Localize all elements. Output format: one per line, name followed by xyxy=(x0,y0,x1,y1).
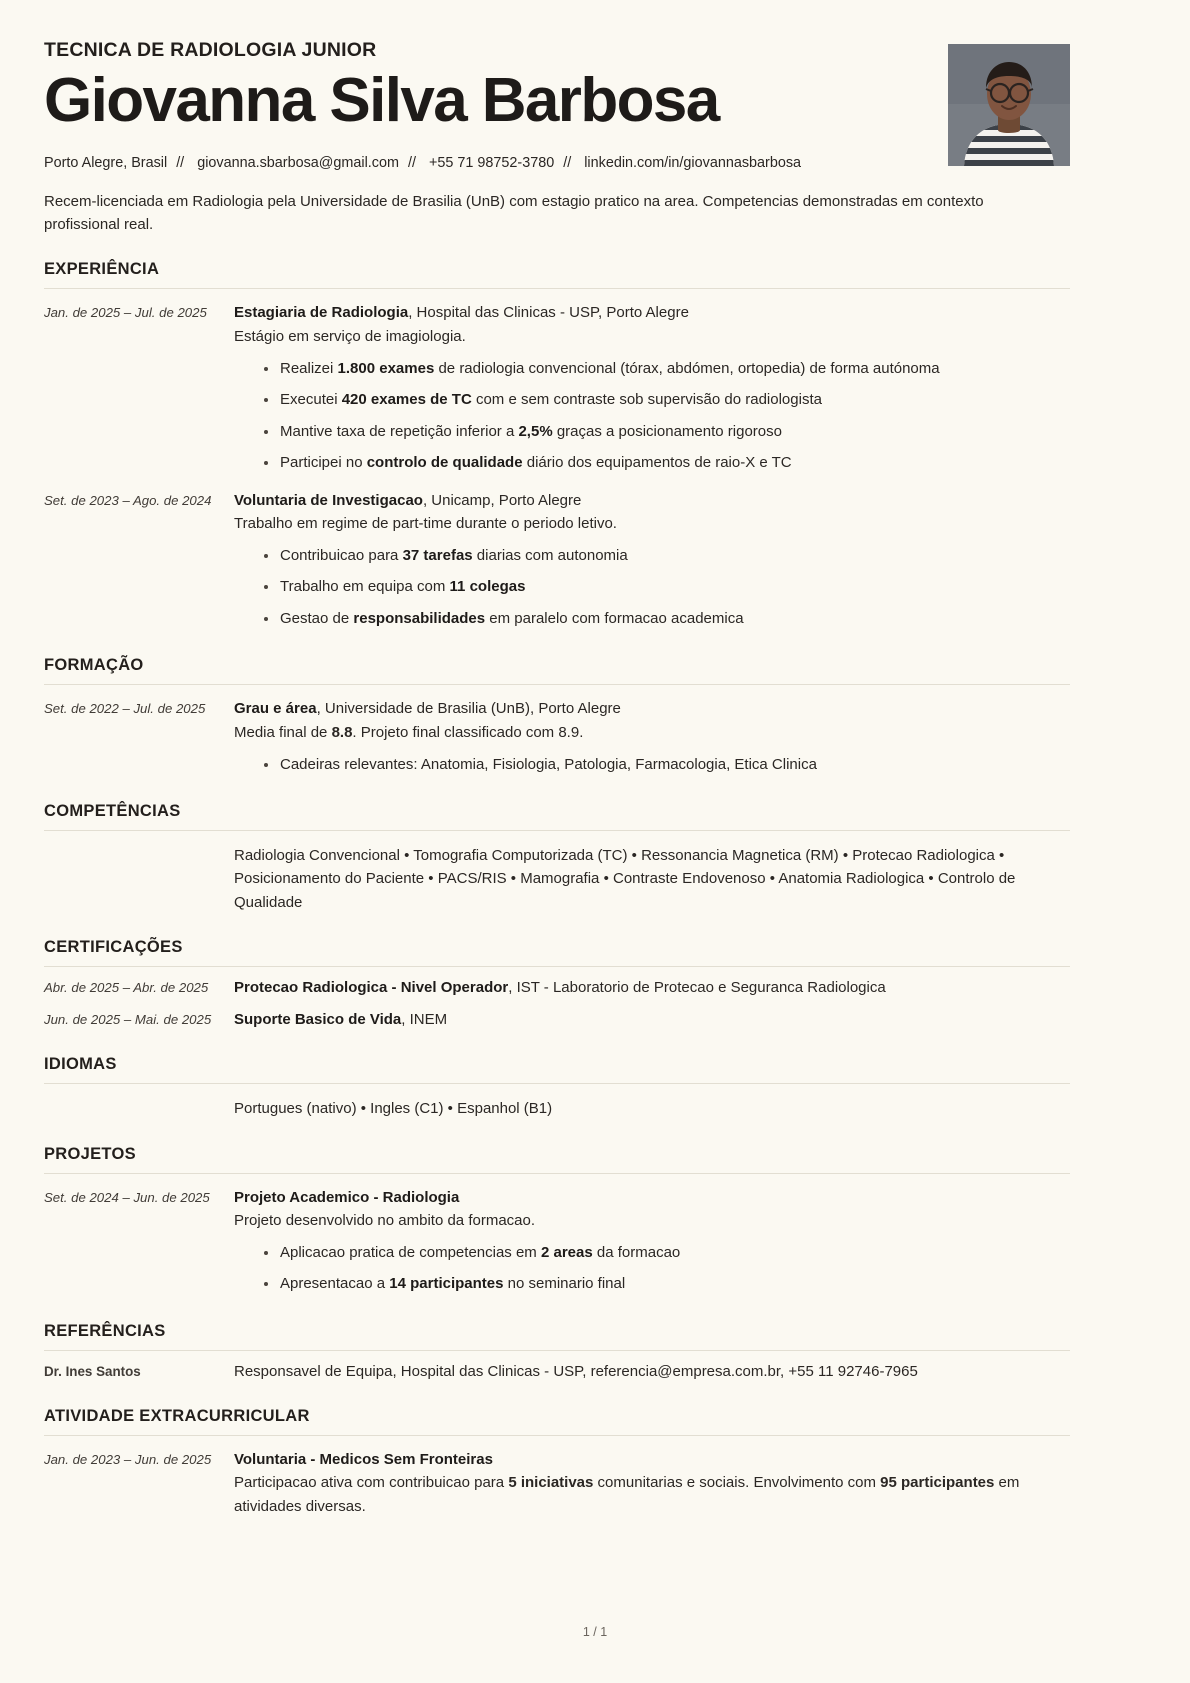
bullet-text-pre: Gestao de xyxy=(280,609,354,627)
entry-role: Voluntaria - Medicos Sem Fronteiras xyxy=(234,1451,493,1469)
entry-date: Set. de 2022 – Jul. de 2025 xyxy=(44,701,206,717)
section-experience xyxy=(44,260,1070,632)
entry-org: , IST - Laboratorio de Protecao e Seguranca Radiologica xyxy=(508,978,886,996)
header-text-block xyxy=(44,38,948,173)
reference-name: Dr. Ines Santos xyxy=(44,1363,141,1379)
page-indicator: 1 / 1 xyxy=(582,1625,608,1639)
section-languages xyxy=(44,1055,1070,1120)
desc-bold-participants: 95 participantes xyxy=(880,1474,995,1492)
bottom-spacer xyxy=(44,1519,1070,1669)
bullet-text-bold: 11 colegas xyxy=(449,578,526,596)
list-item xyxy=(264,608,1070,633)
section-title-extracurricular: ATIVIDADE EXTRACURRICULAR xyxy=(44,1407,310,1426)
skills-block xyxy=(44,831,1070,914)
bullet-text-post: graças a posicionamento rigoroso xyxy=(552,422,782,440)
contact-location: Porto Alegre, Brasil xyxy=(44,155,168,172)
job-title: TECNICA DE RADIOLOGIA JUNIOR xyxy=(44,39,377,61)
entry-heading xyxy=(234,1448,1070,1471)
entry-bullet-list xyxy=(234,1242,1070,1298)
entry-role: Voluntaria de Investigacao xyxy=(234,491,423,509)
bullet-text-post: em paralelo com formacao academica xyxy=(485,609,744,627)
entry-role: Estagiaria de Radiologia xyxy=(234,304,409,322)
contact-linkedin[interactable]: linkedin.com/in/giovannasbarbosa xyxy=(584,155,802,172)
list-item xyxy=(264,389,1070,421)
entry-heading xyxy=(234,301,1070,324)
entry-role: Protecao Radiologica - Nivel Operador xyxy=(234,978,509,996)
section-title-certifications: CERTIFICAÇÕES xyxy=(44,937,183,956)
entry-subtitle: Estágio em serviço de imagiologia. xyxy=(234,327,466,345)
certification-entry xyxy=(44,999,1070,1031)
languages-block xyxy=(44,1084,1070,1120)
profile-photo-illustration xyxy=(948,44,1070,166)
bullet-text-bold: 2 areas xyxy=(540,1243,593,1261)
entry-role: Grau e área xyxy=(234,700,317,718)
bullet-text-bold: 1.800 exames xyxy=(337,359,435,377)
entry-date: Jan. de 2025 – Jul. de 2025 xyxy=(44,305,207,321)
bullet-text-bold: controlo de qualidade xyxy=(366,454,523,472)
reference-detail: Responsavel de Equipa, Hospital das Clinicas - USP, referencia@empresa.com.br, +55 11 92746-7965 xyxy=(234,1362,918,1380)
list-item xyxy=(264,421,1070,453)
section-references xyxy=(44,1322,1070,1383)
entry-body xyxy=(234,1186,1070,1298)
bullet-text-pre: Cadeiras relevantes: Anatomia, Fisiologia, Patologia, Farmacologia, Etica Clinica xyxy=(280,755,817,773)
list-item xyxy=(264,1273,1070,1298)
entry-org: , Unicamp, Porto Alegre xyxy=(422,491,582,509)
entry-org: , INEM xyxy=(401,1011,448,1029)
contact-phone[interactable]: +55 71 98752-3780 xyxy=(428,155,555,172)
bullet-text-post: de radiologia convencional (tórax, abdómen, ortopedia) de forma autónoma xyxy=(434,359,940,377)
section-title-projects: PROJETOS xyxy=(44,1144,136,1163)
languages-list: Portugues (nativo) • Ingles (C1) • Espanhol (B1) xyxy=(234,1100,553,1118)
section-certifications xyxy=(44,938,1070,1032)
section-extracurricular xyxy=(44,1407,1070,1519)
section-title-languages: IDIOMAS xyxy=(44,1055,117,1074)
entry-date: Set. de 2024 – Jun. de 2025 xyxy=(44,1189,210,1205)
entry-date: Jun. de 2025 – Mai. de 2025 xyxy=(44,1012,212,1028)
bullet-text-pre: Realizei xyxy=(280,359,338,377)
bullet-text-post: com e sem contraste sob supervisão do radiologista xyxy=(471,391,822,409)
entry-heading xyxy=(234,1008,1070,1031)
entry-org: , Hospital das Clinicas - USP, Porto Alegre xyxy=(408,304,689,322)
entry-description xyxy=(234,1471,1070,1519)
entry-date: Jan. de 2023 – Jun. de 2025 xyxy=(44,1452,212,1468)
date-column-spacer xyxy=(44,844,234,914)
contact-separator: // xyxy=(176,155,185,172)
list-item xyxy=(264,1242,1070,1274)
entry-bullet-list xyxy=(234,358,1070,477)
grade-text-pre: Media final de xyxy=(234,723,332,741)
entry-role: Suporte Basico de Vida xyxy=(234,1011,402,1029)
bullet-text-pre: Contribuicao para xyxy=(280,546,403,564)
section-education xyxy=(44,656,1070,778)
entry-subtitle: Projeto desenvolvido no ambito da formacao. xyxy=(234,1211,536,1229)
list-item xyxy=(264,576,1070,608)
entry-body xyxy=(234,1008,1070,1031)
bullet-text-pre: Participei no xyxy=(280,454,367,472)
grade-text-post: . Projeto final classificado com 8.9. xyxy=(352,723,584,741)
reference-entry xyxy=(44,1351,1070,1383)
section-title-experience: EXPERIÊNCIA xyxy=(44,260,160,279)
bullet-text-bold: 420 exames de TC xyxy=(341,391,472,409)
entry-body xyxy=(234,697,1070,778)
list-item xyxy=(264,358,1070,390)
entry-heading xyxy=(234,697,1070,720)
bullet-text-post: diarias com autonomia xyxy=(472,546,628,564)
bullet-text-bold: responsabilidades xyxy=(353,609,486,627)
date-column-spacer xyxy=(44,1097,234,1120)
entry-heading xyxy=(234,1186,1070,1209)
entry-body xyxy=(234,1448,1070,1519)
entry-date: Set. de 2023 – Ago. de 2024 xyxy=(44,492,212,508)
education-entry xyxy=(44,685,1070,778)
desc-text-pre: Participacao ativa com contribuicao para xyxy=(234,1474,509,1492)
contact-separator: // xyxy=(407,155,416,172)
entry-body xyxy=(234,301,1070,476)
page-title: Giovanna Silva Barbosa xyxy=(44,66,719,136)
bullet-text-post: no seminario final xyxy=(503,1275,626,1293)
bullet-text-pre: Trabalho em equipa com xyxy=(280,578,450,596)
certification-entry xyxy=(44,967,1070,999)
bullet-text-pre: Apresentacao a xyxy=(280,1275,390,1293)
entry-heading xyxy=(234,976,1070,999)
entry-org: , Universidade de Brasilia (UnB), Porto Alegre xyxy=(316,700,621,718)
entry-role: Projeto Academico - Radiologia xyxy=(234,1188,460,1206)
entry-body xyxy=(234,976,1070,999)
experience-entry xyxy=(44,477,1070,633)
section-skills xyxy=(44,802,1070,914)
entry-bullet-list xyxy=(234,545,1070,633)
entry-date: Abr. de 2025 – Abr. de 2025 xyxy=(44,979,209,995)
avatar xyxy=(948,44,1070,166)
resume-header xyxy=(44,38,1070,173)
desc-text-mid: comunitarias e sociais. Envolvimento com xyxy=(593,1474,881,1492)
section-projects xyxy=(44,1145,1070,1298)
list-item xyxy=(264,754,1070,779)
bullet-text-pre: Executei xyxy=(280,391,342,409)
entry-body xyxy=(234,489,1070,633)
summary-paragraph: Recem-licenciada em Radiologia pela Universidade de Brasilia (UnB) com estagio pratico na area. Competencias demonstradas em contexto profissional real. xyxy=(44,193,984,233)
bullet-text-bold: 14 participantes xyxy=(389,1275,504,1293)
section-title-references: REFERÊNCIAS xyxy=(44,1321,166,1340)
entry-subtitle xyxy=(234,721,1070,745)
bullet-text-bold: 2,5% xyxy=(518,422,553,440)
desc-bold-initiatives: 5 iniciativas xyxy=(508,1474,594,1492)
list-item xyxy=(264,545,1070,577)
bullet-text-post: da formacao xyxy=(592,1243,681,1261)
skills-list: Radiologia Convencional • Tomografia Computorizada (TC) • Ressonancia Magnetica (RM) • Protecao Radiologica • Posicionamento do Paciente • PACS/RIS • Mamografia • Contraste Endovenoso • Anatomia Radiologica • Controlo de Qualidade xyxy=(234,847,1016,911)
section-title-education: FORMAÇÃO xyxy=(44,656,144,675)
bullet-text-bold: 37 tarefas xyxy=(402,546,473,564)
project-entry xyxy=(44,1174,1070,1298)
grade-value: 8.8 xyxy=(331,723,353,741)
page-footer xyxy=(0,1625,1190,1639)
entry-bullet-list xyxy=(234,754,1070,779)
section-title-skills: COMPETÊNCIAS xyxy=(44,802,181,821)
entry-heading xyxy=(234,489,1070,512)
entry-body xyxy=(234,1360,1070,1383)
bullet-text-post: diário dos equipamentos de raio-X e TC xyxy=(522,454,792,472)
extracurricular-entry xyxy=(44,1436,1070,1519)
bullet-text-pre: Mantive taxa de repetição inferior a xyxy=(280,422,519,440)
desc-text-post: em atividades diversas. xyxy=(234,1474,1020,1516)
contact-line xyxy=(44,153,928,173)
bullet-text-pre: Aplicacao pratica de competencias em xyxy=(280,1243,541,1261)
contact-email[interactable]: giovanna.sbarbosa@gmail.com xyxy=(197,155,399,172)
contact-separator: // xyxy=(563,155,572,172)
entry-subtitle: Trabalho em regime de part-time durante o periodo letivo. xyxy=(234,514,617,532)
experience-entry xyxy=(44,289,1070,476)
list-item xyxy=(264,452,1070,477)
